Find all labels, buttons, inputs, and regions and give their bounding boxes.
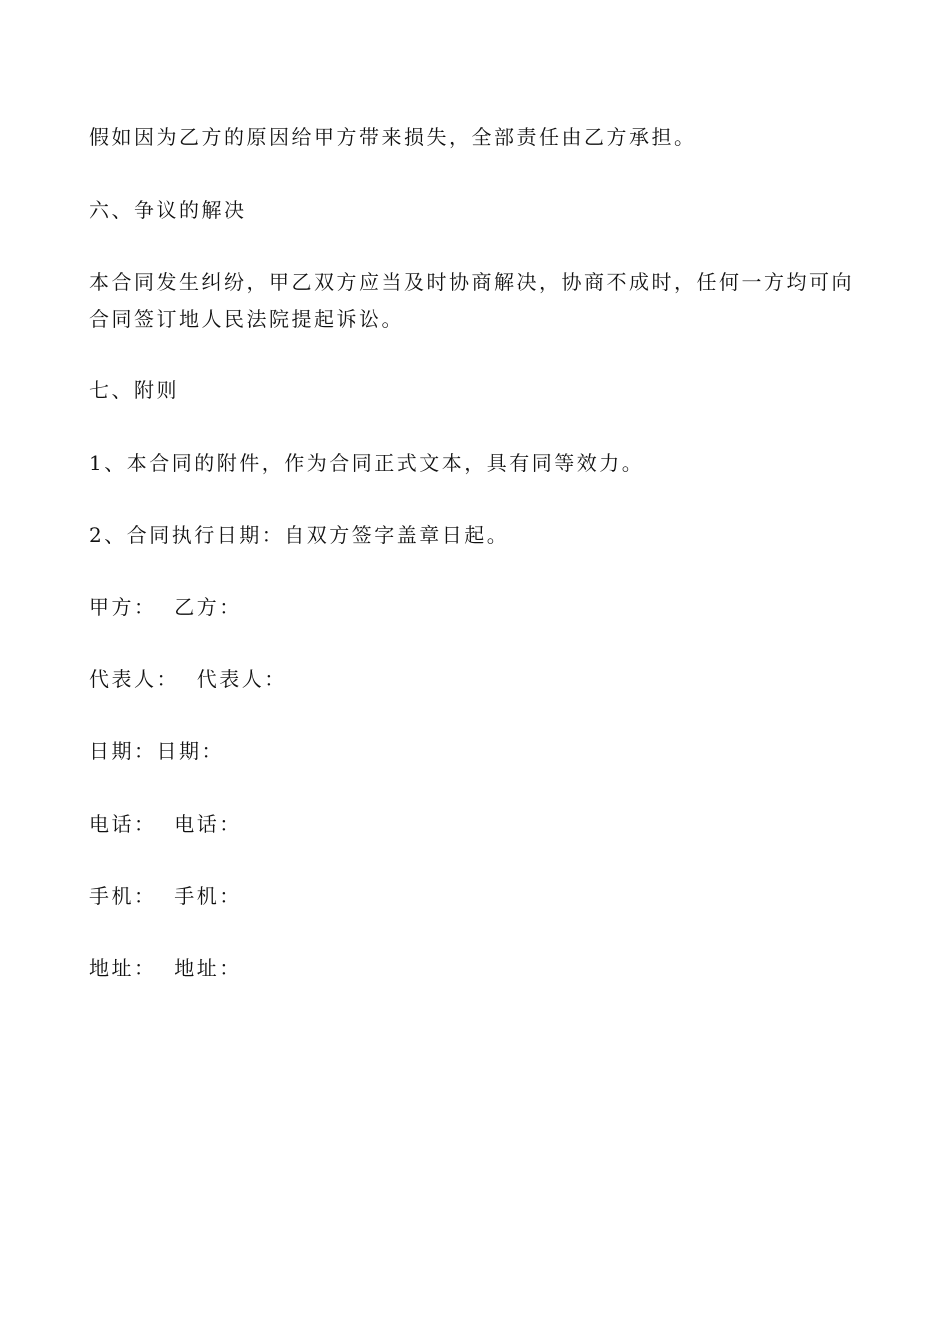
signature-mobile-line: 手机： 手机：	[89, 884, 242, 908]
section-6-heading: 六、争议的解决	[89, 198, 247, 222]
dispute-resolution-paragraph-line-2: 合同签订地人民法院提起诉讼。	[89, 307, 404, 331]
section-7-heading: 七、附则	[89, 378, 179, 402]
signature-phone-line: 电话： 电话：	[89, 812, 242, 836]
signature-party-line: 甲方： 乙方：	[89, 595, 242, 619]
loss-liability-paragraph: 假如因为乙方的原因给甲方带来损失，全部责任由乙方承担。	[89, 125, 697, 149]
clause-1: 1、本合同的附件，作为合同正式文本，具有同等效力。	[89, 451, 645, 475]
clause-2: 2、合同执行日期：自双方签字盖章日起。	[89, 523, 510, 547]
signature-address-line: 地址： 地址：	[89, 956, 242, 980]
dispute-resolution-paragraph-line-1: 本合同发生纠纷，甲乙双方应当及时协商解决，协商不成时，任何一方均可向	[89, 270, 854, 294]
signature-date-line: 日期：日期：	[89, 739, 224, 763]
signature-representative-line: 代表人： 代表人：	[89, 667, 287, 691]
